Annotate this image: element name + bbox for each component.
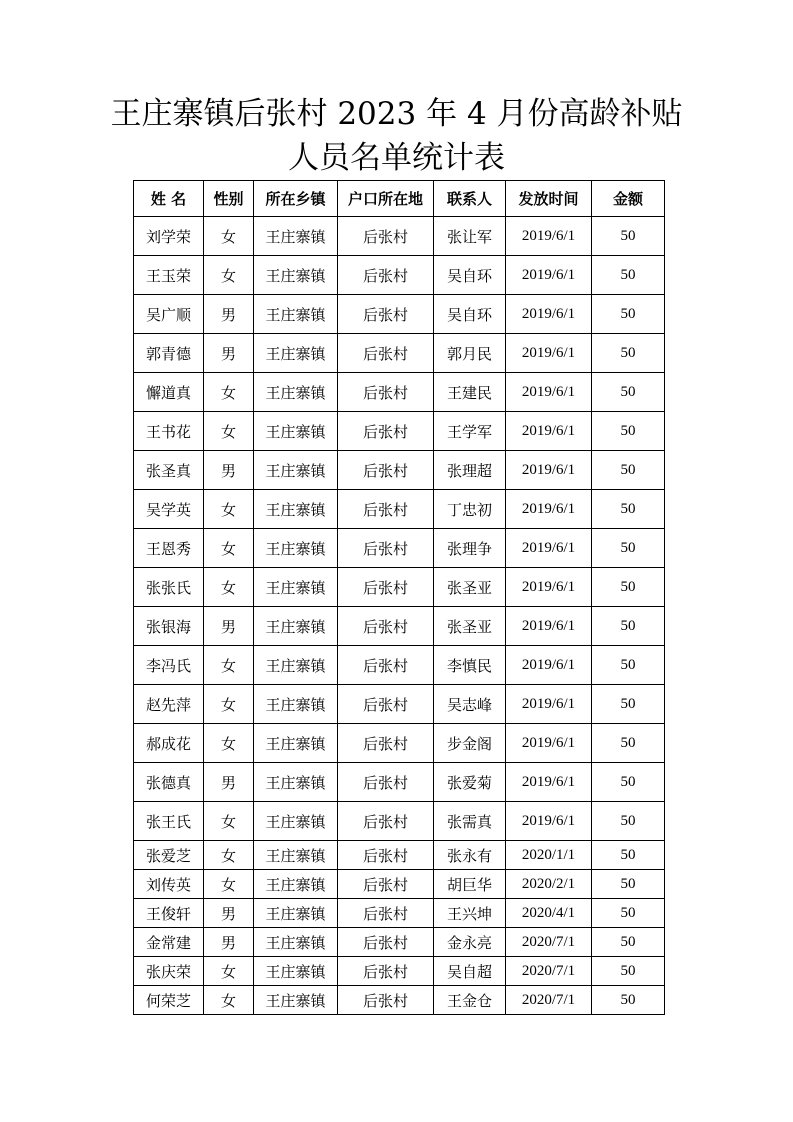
residence-cell: 后张村 [338,451,434,490]
issue-date-cell: 2019/6/1 [506,802,592,841]
gender-cell: 女 [204,412,254,451]
amount-cell: 50 [592,928,665,957]
amount-cell: 50 [592,490,665,529]
residence-cell: 后张村 [338,490,434,529]
table-row [134,957,665,986]
document-title: 王庄寨镇后张村 2023 年 4 月份高龄补贴 [110,96,683,132]
residence-cell: 后张村 [338,373,434,412]
gender-cell: 女 [204,217,254,256]
town-cell: 王庄寨镇 [254,607,338,646]
gender-cell: 女 [204,646,254,685]
amount-cell: 50 [592,373,665,412]
column-header-gender: 性别 [204,181,254,217]
contact-cell: 张理争 [434,529,506,568]
table-row [134,451,665,490]
column-header-contact: 联系人 [434,181,506,217]
table-row [134,646,665,685]
column-header-residence: 户口所在地 [338,181,434,217]
residence-cell: 后张村 [338,646,434,685]
table-row [134,256,665,295]
gender-cell: 女 [204,841,254,870]
town-cell: 王庄寨镇 [254,685,338,724]
issue-date-cell: 2019/6/1 [506,334,592,373]
contact-cell: 张圣亚 [434,568,506,607]
issue-date-cell: 2019/6/1 [506,217,592,256]
residence-cell: 后张村 [338,685,434,724]
residence-cell: 后张村 [338,607,434,646]
residence-cell: 后张村 [338,986,434,1015]
town-cell: 王庄寨镇 [254,899,338,928]
gender-cell: 女 [204,870,254,899]
name-cell: 金常建 [134,928,204,957]
town-cell: 王庄寨镇 [254,490,338,529]
issue-date-cell: 2019/6/1 [506,724,592,763]
table-row [134,217,665,256]
table-row [134,724,665,763]
column-header-town: 所在乡镇 [254,181,338,217]
gender-cell: 男 [204,334,254,373]
name-cell: 懈道真 [134,373,204,412]
town-cell: 王庄寨镇 [254,870,338,899]
residence-cell: 后张村 [338,256,434,295]
name-cell: 王俊轩 [134,899,204,928]
contact-cell: 金永亮 [434,928,506,957]
residence-cell: 后张村 [338,928,434,957]
issue-date-cell: 2019/6/1 [506,256,592,295]
amount-cell: 50 [592,451,665,490]
name-cell: 张王氏 [134,802,204,841]
contact-cell: 张让军 [434,217,506,256]
name-cell: 张庆荣 [134,957,204,986]
town-cell: 王庄寨镇 [254,841,338,870]
residence-cell: 后张村 [338,529,434,568]
residence-cell: 后张村 [338,334,434,373]
amount-cell: 50 [592,841,665,870]
table-row [134,295,665,334]
gender-cell: 女 [204,802,254,841]
gender-cell: 男 [204,928,254,957]
amount-cell: 50 [592,217,665,256]
table-row [134,986,665,1015]
contact-cell: 丁忠初 [434,490,506,529]
residence-cell: 后张村 [338,841,434,870]
contact-cell: 张爱菊 [434,763,506,802]
table-row [134,802,665,841]
amount-cell: 50 [592,957,665,986]
residence-cell: 后张村 [338,295,434,334]
town-cell: 王庄寨镇 [254,568,338,607]
contact-cell: 张理超 [434,451,506,490]
residence-cell: 后张村 [338,568,434,607]
amount-cell: 50 [592,870,665,899]
amount-cell: 50 [592,685,665,724]
contact-cell: 张永有 [434,841,506,870]
contact-cell: 王兴坤 [434,899,506,928]
amount-cell: 50 [592,724,665,763]
table-row [134,334,665,373]
name-cell: 刘学荣 [134,217,204,256]
table-row [134,685,665,724]
column-header-amount: 金额 [592,181,665,217]
residence-cell: 后张村 [338,763,434,802]
town-cell: 王庄寨镇 [254,529,338,568]
name-cell: 王恩秀 [134,529,204,568]
residence-cell: 后张村 [338,217,434,256]
contact-cell: 张需真 [434,802,506,841]
column-header-name: 姓 名 [134,181,204,217]
table-body [134,217,665,1015]
issue-date-cell: 2019/6/1 [506,763,592,802]
name-cell: 张张氏 [134,568,204,607]
gender-cell: 男 [204,899,254,928]
name-cell: 李冯氏 [134,646,204,685]
issue-date-cell: 2019/6/1 [506,373,592,412]
name-cell: 张德真 [134,763,204,802]
town-cell: 王庄寨镇 [254,724,338,763]
table-row [134,870,665,899]
contact-cell: 郭月民 [434,334,506,373]
amount-cell: 50 [592,899,665,928]
table-header-row [134,181,665,217]
residence-cell: 后张村 [338,802,434,841]
contact-cell: 李慎民 [434,646,506,685]
issue-date-cell: 2020/2/1 [506,870,592,899]
town-cell: 王庄寨镇 [254,373,338,412]
table-row [134,928,665,957]
column-header-issue-date: 发放时间 [506,181,592,217]
town-cell: 王庄寨镇 [254,802,338,841]
amount-cell: 50 [592,334,665,373]
amount-cell: 50 [592,607,665,646]
town-cell: 王庄寨镇 [254,256,338,295]
issue-date-cell: 2019/6/1 [506,607,592,646]
issue-date-cell: 2020/1/1 [506,841,592,870]
table-row [134,899,665,928]
town-cell: 王庄寨镇 [254,986,338,1015]
town-cell: 王庄寨镇 [254,957,338,986]
table-row [134,763,665,802]
gender-cell: 女 [204,529,254,568]
gender-cell: 女 [204,256,254,295]
table-row [134,607,665,646]
name-cell: 赵先萍 [134,685,204,724]
residence-cell: 后张村 [338,412,434,451]
contact-cell: 王金仓 [434,986,506,1015]
contact-cell: 吴自环 [434,256,506,295]
contact-cell: 张圣亚 [434,607,506,646]
contact-cell: 步金阁 [434,724,506,763]
town-cell: 王庄寨镇 [254,295,338,334]
amount-cell: 50 [592,986,665,1015]
amount-cell: 50 [592,295,665,334]
table-row [134,529,665,568]
amount-cell: 50 [592,256,665,295]
town-cell: 王庄寨镇 [254,412,338,451]
name-cell: 张爱芝 [134,841,204,870]
gender-cell: 女 [204,685,254,724]
contact-cell: 吴自环 [434,295,506,334]
gender-cell: 女 [204,568,254,607]
gender-cell: 女 [204,986,254,1015]
residence-cell: 后张村 [338,899,434,928]
issue-date-cell: 2020/4/1 [506,899,592,928]
name-cell: 何荣芝 [134,986,204,1015]
residence-cell: 后张村 [338,957,434,986]
town-cell: 王庄寨镇 [254,928,338,957]
table-row [134,568,665,607]
name-cell: 王玉荣 [134,256,204,295]
name-cell: 张银海 [134,607,204,646]
amount-cell: 50 [592,763,665,802]
issue-date-cell: 2020/7/1 [506,957,592,986]
issue-date-cell: 2019/6/1 [506,412,592,451]
table-row [134,490,665,529]
town-cell: 王庄寨镇 [254,763,338,802]
gender-cell: 女 [204,490,254,529]
town-cell: 王庄寨镇 [254,334,338,373]
name-cell: 王书花 [134,412,204,451]
amount-cell: 50 [592,802,665,841]
document-subtitle: 人员名单统计表 [288,140,505,176]
gender-cell: 男 [204,295,254,334]
name-cell: 吴学英 [134,490,204,529]
contact-cell: 吴自超 [434,957,506,986]
issue-date-cell: 2020/7/1 [506,928,592,957]
issue-date-cell: 2019/6/1 [506,490,592,529]
gender-cell: 男 [204,763,254,802]
issue-date-cell: 2019/6/1 [506,646,592,685]
gender-cell: 女 [204,957,254,986]
town-cell: 王庄寨镇 [254,217,338,256]
table-row [134,412,665,451]
name-cell: 刘传英 [134,870,204,899]
contact-cell: 吴志峰 [434,685,506,724]
table-row [134,841,665,870]
amount-cell: 50 [592,568,665,607]
issue-date-cell: 2020/7/1 [506,986,592,1015]
contact-cell: 王学军 [434,412,506,451]
amount-cell: 50 [592,529,665,568]
issue-date-cell: 2019/6/1 [506,451,592,490]
contact-cell: 王建民 [434,373,506,412]
amount-cell: 50 [592,412,665,451]
residence-cell: 后张村 [338,870,434,899]
residence-cell: 后张村 [338,724,434,763]
table-row [134,373,665,412]
gender-cell: 女 [204,724,254,763]
amount-cell: 50 [592,646,665,685]
issue-date-cell: 2019/6/1 [506,529,592,568]
contact-cell: 胡巨华 [434,870,506,899]
town-cell: 王庄寨镇 [254,646,338,685]
gender-cell: 男 [204,451,254,490]
gender-cell: 女 [204,373,254,412]
name-cell: 郝成花 [134,724,204,763]
name-cell: 郭青德 [134,334,204,373]
name-cell: 张圣真 [134,451,204,490]
town-cell: 王庄寨镇 [254,451,338,490]
issue-date-cell: 2019/6/1 [506,685,592,724]
subsidy-roster-table [133,180,665,1015]
issue-date-cell: 2019/6/1 [506,295,592,334]
issue-date-cell: 2019/6/1 [506,568,592,607]
name-cell: 吴广顺 [134,295,204,334]
gender-cell: 男 [204,607,254,646]
